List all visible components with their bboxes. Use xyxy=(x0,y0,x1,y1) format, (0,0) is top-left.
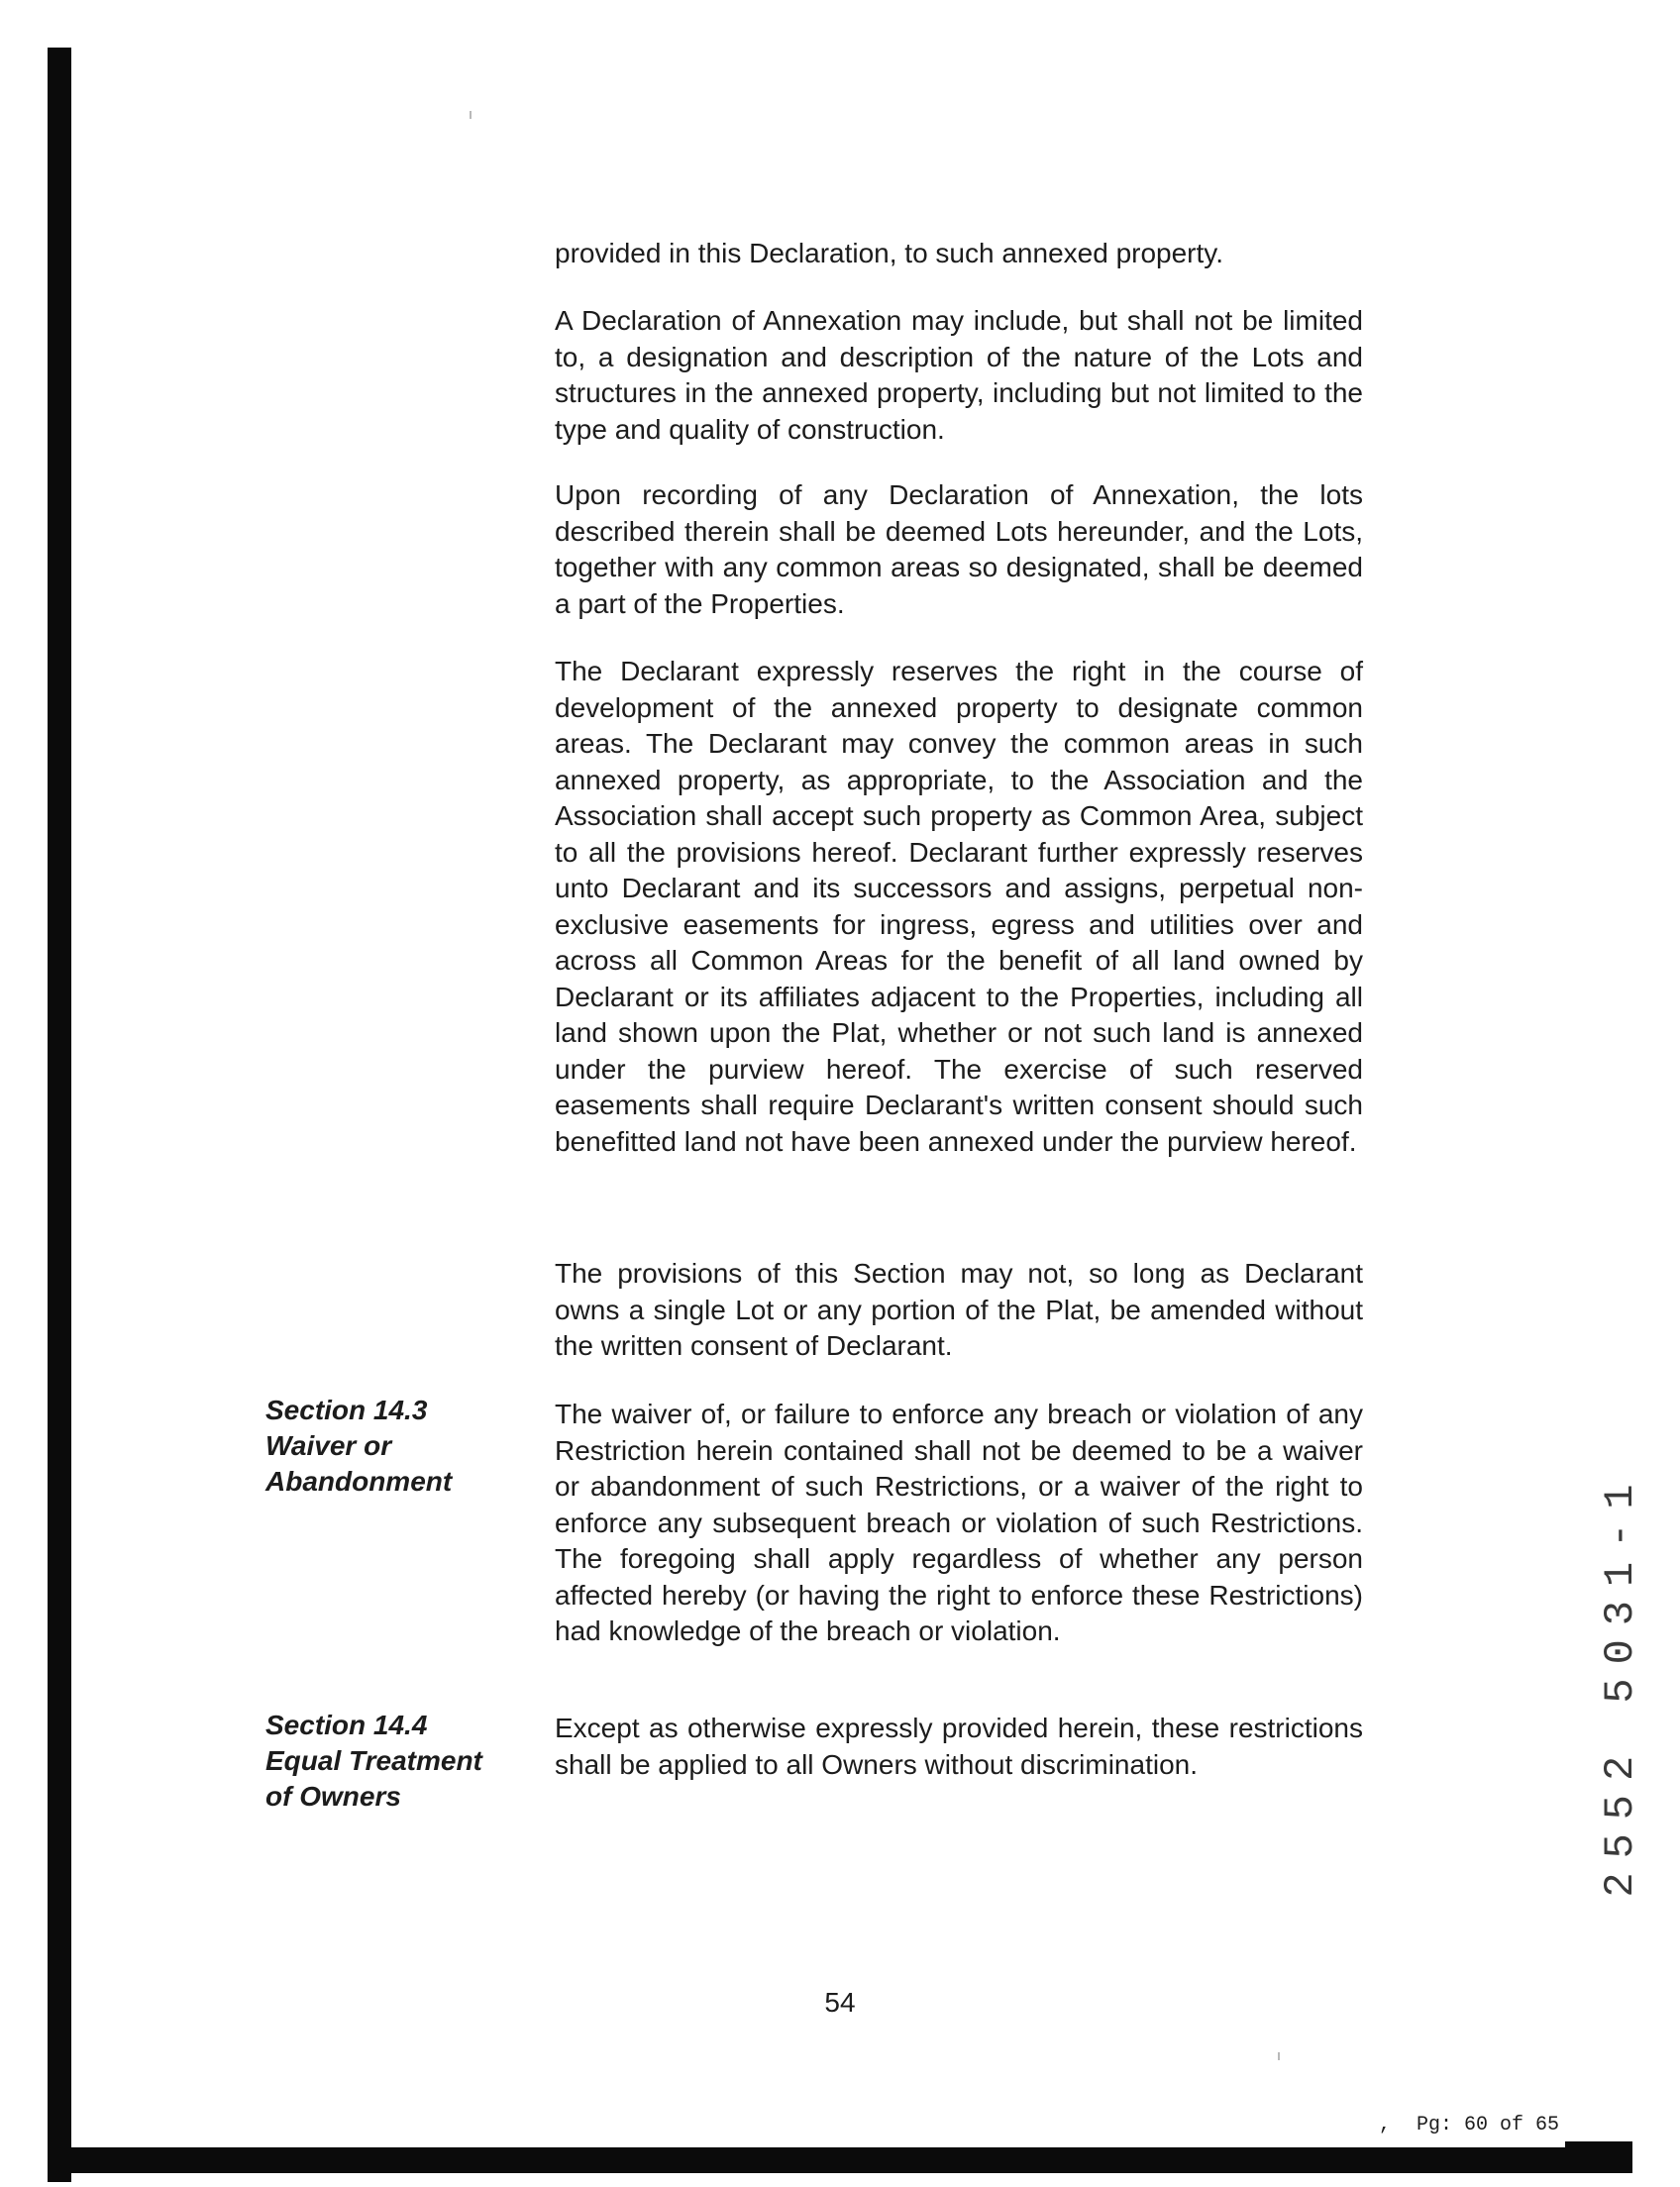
section-title-line: Waiver or xyxy=(265,1430,392,1461)
paragraph-declarant-reserves: The Declarant expressly reserves the right in the course of development of the annexed property to designate common areas. The Declarant may convey the common areas in such annexed property, as appropriate, to the Association and the Association shall accept such property as Common Area, subject to all the provisions hereof. Declarant further expressly reserves unto Declarant and its successors and assigns, perpetual non-exclusive easements for ingress, egress and utilities over and across all Common Areas for the benefit of all land owned by Declarant or its affiliates adjacent to the Properties, including all land shown upon the Plat, whether or not such land is annexed under the purview hereof. The exercise of such reserved easements shall require Declarant's written consent should such benefitted land not have been annexed under the purview hereof. xyxy=(555,656,1363,1157)
section-14-3-body: The waiver of, or failure to enforce any breach or violation of any Restriction herein contained shall not be deemed to be a waiver or abandonment of such Restrictions, or a waiver of the right to enforce any subsequent breach or violation of such Restrictions. The foregoing shall apply regardless of whether any person affected hereby (or having the right to enforce these Restrictions) had knowledge of the breach or violation. xyxy=(555,1399,1363,1646)
footer-mark: , xyxy=(1379,2114,1392,2136)
section-14-4-body: Except as otherwise expressly provided herein, these restrictions shall be applied to all Owners without discrimination. xyxy=(555,1713,1363,1780)
section-title-line: Equal Treatment xyxy=(265,1745,482,1776)
recording-stamp-text: 2552 5031-1 xyxy=(1597,1470,1644,1898)
footer-page-count: Pg: 60 of 65 xyxy=(1417,2114,1560,2136)
section-number: Section 14.3 xyxy=(265,1395,428,1425)
paragraph-upon-recording: Upon recording of any Declaration of Annexation, the lots described therein shall be deemed Lots hereunder, and the Lots, together with any common areas so designated, shall be deemed a part of the Properties. xyxy=(555,479,1363,619)
page-count-footer xyxy=(1379,2114,1577,2141)
scan-edge-bottom xyxy=(48,2147,1632,2173)
recording-stamp xyxy=(1591,1470,1650,1898)
paragraph-declaration-of-annexation: A Declaration of Annexation may include, but shall not be limited to, a designation and description of the nature of the Lots and structures in the annexed property, including but not limited to the type and quality of construction. xyxy=(555,305,1363,445)
section-title-line: of Owners xyxy=(265,1781,401,1812)
paragraph-section-provisions: The provisions of this Section may not, so long as Declarant owns a single Lot or any portion of the Plat, be amended without the written consent of Declarant. xyxy=(555,1258,1363,1361)
section-title-line: Abandonment xyxy=(265,1466,453,1497)
paragraph-annexed-property-intro: provided in this Declaration, to such annexed property. xyxy=(555,238,1223,268)
section-14-3-heading xyxy=(265,1393,533,1500)
scan-edge-bottom-corner xyxy=(1565,2141,1632,2149)
scan-speck xyxy=(1278,2052,1280,2060)
page-number: 54 xyxy=(824,1987,856,2018)
section-number: Section 14.4 xyxy=(265,1710,428,1740)
scan-edge-left xyxy=(48,48,71,2182)
scan-speck xyxy=(470,111,472,119)
section-14-4-heading xyxy=(265,1708,533,1815)
